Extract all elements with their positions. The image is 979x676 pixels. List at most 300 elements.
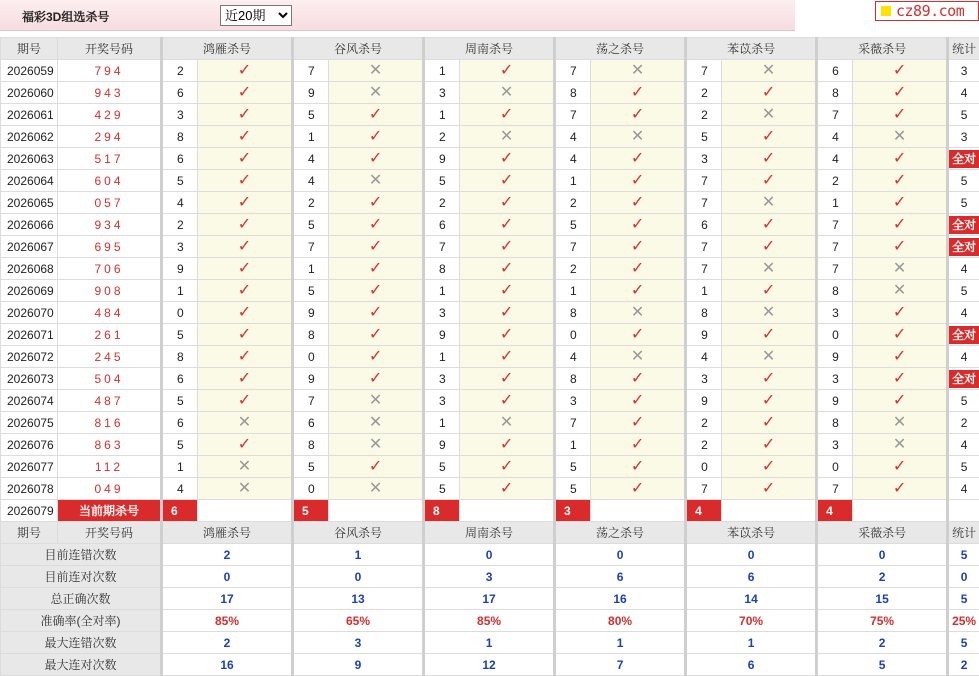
period-cell: 2026071 — [1, 324, 58, 346]
kill-number-cell: 8 — [686, 302, 722, 324]
kill-result-cell — [198, 214, 293, 236]
kill-number-cell: 7 — [686, 192, 722, 214]
kill-number-cell: 1 — [424, 60, 460, 82]
check-icon: ✓ — [893, 84, 906, 101]
kill-result-cell — [460, 148, 555, 170]
kill-number-cell: 5 — [686, 126, 722, 148]
kill-number-cell: 3 — [162, 104, 198, 126]
period-cell: 2026064 — [1, 170, 58, 192]
count-cell — [948, 412, 979, 434]
kill-number-cell: 1 — [424, 346, 460, 368]
stats-value: 75% — [817, 610, 948, 632]
kill-result-cell — [591, 324, 686, 346]
kill-number-cell: 8 — [293, 434, 329, 456]
header-count: 统计 — [948, 38, 979, 60]
check-icon: ✓ — [762, 480, 775, 497]
period-cell: 2026066 — [1, 214, 58, 236]
stats-value: 6 — [686, 566, 817, 588]
kill-result-cell — [460, 170, 555, 192]
count-value: 4 — [961, 86, 968, 100]
count-value: 4 — [961, 262, 968, 276]
kill-number-cell: 5 — [162, 390, 198, 412]
check-icon: ✓ — [631, 436, 644, 453]
kill-number-cell: 0 — [686, 456, 722, 478]
kill-result-cell — [329, 368, 424, 390]
kill-number-cell: 4 — [293, 148, 329, 170]
kill-result-cell — [329, 236, 424, 258]
kill-result-cell — [198, 170, 293, 192]
count-value: 5 — [961, 394, 968, 408]
stats-total: 25% — [948, 610, 979, 632]
stats-value: 2 — [162, 544, 293, 566]
page-title: 福彩3D组选杀号 — [22, 8, 109, 25]
check-icon: ✓ — [369, 304, 382, 321]
stats-value: 17 — [424, 588, 555, 610]
check-icon: ✓ — [369, 194, 382, 211]
stats-row — [1, 544, 979, 566]
kill-number-cell: 2 — [293, 192, 329, 214]
kill-result-cell — [591, 82, 686, 104]
kill-result-cell — [722, 456, 817, 478]
kill-result-cell — [460, 478, 555, 500]
check-icon: ✓ — [631, 480, 644, 497]
stats-value: 2 — [162, 632, 293, 654]
kill-number-cell: 5 — [162, 170, 198, 192]
kill-result-cell — [591, 346, 686, 368]
kill-number-cell: 2 — [686, 104, 722, 126]
kill-number-cell: 2 — [686, 82, 722, 104]
all-correct-badge: 全对 — [949, 370, 979, 388]
period-cell: 2026059 — [1, 60, 58, 82]
kill-result-cell — [591, 214, 686, 236]
all-correct-badge: 全对 — [949, 238, 979, 256]
draw-number-cell: 706 — [58, 258, 162, 280]
kill-result-cell — [329, 170, 424, 192]
stats-value: 17 — [162, 588, 293, 610]
kill-number-cell: 4 — [817, 126, 853, 148]
kill-number-cell: 7 — [293, 236, 329, 258]
count-cell — [948, 192, 979, 214]
kill-result-cell — [198, 302, 293, 324]
count-cell — [948, 434, 979, 456]
current-kill-number: 8 — [424, 500, 460, 522]
check-icon: ✓ — [893, 348, 906, 365]
kill-number-cell: 2 — [162, 60, 198, 82]
kill-result-cell — [329, 478, 424, 500]
kill-result-cell — [853, 412, 948, 434]
stats-value: 13 — [293, 588, 424, 610]
check-icon: ✓ — [500, 436, 513, 453]
check-icon: ✓ — [238, 128, 251, 145]
kill-result-cell — [198, 368, 293, 390]
cross-icon: ✕ — [762, 62, 775, 79]
check-icon: ✓ — [238, 304, 251, 321]
check-icon: ✓ — [893, 150, 906, 167]
check-icon: ✓ — [500, 370, 513, 387]
stats-value: 85% — [424, 610, 555, 632]
current-kill-number: 6 — [162, 500, 198, 522]
period-cell: 2026072 — [1, 346, 58, 368]
check-icon: ✓ — [369, 216, 382, 233]
kill-result-cell — [329, 126, 424, 148]
period-cell: 2026070 — [1, 302, 58, 324]
kill-number-cell: 7 — [686, 236, 722, 258]
cross-icon: ✕ — [893, 282, 906, 299]
kill-number-cell: 1 — [555, 170, 591, 192]
check-icon: ✓ — [500, 304, 513, 321]
kill-result-cell — [591, 236, 686, 258]
draw-number-cell: 794 — [58, 60, 162, 82]
kill-number-cell: 0 — [162, 302, 198, 324]
table-row — [1, 346, 979, 368]
period-range-select[interactable] — [220, 5, 292, 26]
check-icon: ✓ — [238, 172, 251, 189]
kill-result-cell — [591, 126, 686, 148]
stats-label: 最大连对次数 — [1, 654, 162, 676]
kill-number-cell: 8 — [817, 82, 853, 104]
check-icon: ✓ — [369, 128, 382, 145]
stats-value: 85% — [162, 610, 293, 632]
kill-result-cell — [198, 434, 293, 456]
period-cell: 2026076 — [1, 434, 58, 456]
stats-value: 15 — [817, 588, 948, 610]
draw-number-cell: 908 — [58, 280, 162, 302]
kill-number-table — [0, 37, 979, 676]
kill-result-cell — [853, 390, 948, 412]
check-icon: ✓ — [369, 238, 382, 255]
draw-number-cell: 294 — [58, 126, 162, 148]
check-icon: ✓ — [631, 106, 644, 123]
kill-number-cell: 4 — [555, 346, 591, 368]
kill-result-cell — [329, 104, 424, 126]
check-icon: ✓ — [238, 326, 251, 343]
kill-number-cell: 6 — [424, 214, 460, 236]
kill-result-cell — [460, 192, 555, 214]
cross-icon: ✕ — [369, 84, 382, 101]
kill-result-cell — [460, 346, 555, 368]
table-row — [1, 236, 979, 258]
kill-number-cell: 0 — [817, 456, 853, 478]
check-icon: ✓ — [500, 348, 513, 365]
check-icon: ✓ — [893, 458, 906, 475]
kill-result-cell — [460, 236, 555, 258]
kill-number-cell: 4 — [162, 192, 198, 214]
kill-number-cell: 9 — [162, 258, 198, 280]
table-row — [1, 368, 979, 390]
kill-result-cell — [591, 412, 686, 434]
current-kill-empty — [853, 500, 948, 522]
kill-number-cell: 1 — [293, 258, 329, 280]
draw-number-cell: 057 — [58, 192, 162, 214]
kill-number-cell: 5 — [555, 214, 591, 236]
table-row — [1, 412, 979, 434]
kill-number-cell: 2 — [817, 170, 853, 192]
count-cell — [948, 280, 979, 302]
kill-number-cell: 5 — [424, 170, 460, 192]
kill-number-cell: 1 — [686, 280, 722, 302]
kill-result-cell — [853, 192, 948, 214]
kill-number-cell: 1 — [424, 104, 460, 126]
check-icon: ✓ — [238, 370, 251, 387]
draw-number-cell: 816 — [58, 412, 162, 434]
current-kill-empty — [198, 500, 293, 522]
kill-result-cell — [853, 280, 948, 302]
kill-number-cell: 3 — [817, 368, 853, 390]
kill-result-cell — [591, 192, 686, 214]
cross-icon: ✕ — [238, 480, 251, 497]
kill-number-cell: 9 — [293, 302, 329, 324]
check-icon: ✓ — [369, 458, 382, 475]
stats-value: 80% — [555, 610, 686, 632]
kill-number-cell: 3 — [686, 148, 722, 170]
kill-result-cell — [329, 148, 424, 170]
stats-header-expert: 苯苡杀号 — [686, 522, 817, 544]
stats-label: 目前连对次数 — [1, 566, 162, 588]
period-cell: 2026063 — [1, 148, 58, 170]
check-icon: ✓ — [631, 392, 644, 409]
header-draw: 开奖号码 — [58, 38, 162, 60]
kill-result-cell — [722, 148, 817, 170]
kill-number-cell: 1 — [555, 434, 591, 456]
check-icon: ✓ — [762, 392, 775, 409]
kill-number-cell: 7 — [555, 60, 591, 82]
header-expert: 周南杀号 — [424, 38, 555, 60]
count-value: 5 — [961, 108, 968, 122]
stats-total: 5 — [948, 588, 979, 610]
period-cell: 2026078 — [1, 478, 58, 500]
check-icon: ✓ — [238, 260, 251, 277]
kill-number-cell: 8 — [162, 126, 198, 148]
check-icon: ✓ — [631, 282, 644, 299]
current-period-row — [1, 500, 979, 522]
stats-total: 0 — [948, 566, 979, 588]
count-cell — [948, 302, 979, 324]
table-row — [1, 434, 979, 456]
table-row — [1, 104, 979, 126]
kill-number-cell: 7 — [686, 258, 722, 280]
check-icon: ✓ — [238, 216, 251, 233]
check-icon: ✓ — [893, 326, 906, 343]
check-icon: ✓ — [762, 436, 775, 453]
kill-number-cell: 1 — [162, 280, 198, 302]
current-count-empty — [948, 500, 979, 522]
check-icon: ✓ — [500, 480, 513, 497]
count-cell — [948, 236, 979, 258]
kill-number-cell: 7 — [686, 60, 722, 82]
kill-number-cell: 4 — [555, 148, 591, 170]
check-icon: ✓ — [369, 348, 382, 365]
kill-result-cell — [853, 60, 948, 82]
kill-result-cell — [591, 258, 686, 280]
draw-number-cell: 261 — [58, 324, 162, 346]
kill-number-cell: 7 — [817, 478, 853, 500]
kill-result-cell — [591, 368, 686, 390]
check-icon: ✓ — [762, 216, 775, 233]
kill-number-cell: 1 — [162, 456, 198, 478]
stats-header-expert: 荡之杀号 — [555, 522, 686, 544]
stats-value: 2 — [817, 632, 948, 654]
kill-result-cell — [460, 214, 555, 236]
check-icon: ✓ — [238, 392, 251, 409]
kill-number-cell: 7 — [293, 390, 329, 412]
stats-row — [1, 566, 979, 588]
site-logo[interactable] — [875, 1, 979, 21]
kill-result-cell — [722, 280, 817, 302]
current-kill-number: 5 — [293, 500, 329, 522]
kill-number-cell: 9 — [686, 324, 722, 346]
check-icon: ✓ — [500, 238, 513, 255]
check-icon: ✓ — [500, 458, 513, 475]
check-icon: ✓ — [893, 370, 906, 387]
kill-number-cell: 3 — [424, 302, 460, 324]
kill-number-cell: 6 — [686, 214, 722, 236]
kill-result-cell — [460, 60, 555, 82]
stats-value: 1 — [686, 632, 817, 654]
check-icon: ✓ — [500, 62, 513, 79]
stats-header-expert: 采薇杀号 — [817, 522, 948, 544]
cross-icon: ✕ — [631, 62, 644, 79]
kill-number-cell: 6 — [162, 368, 198, 390]
stats-value: 1 — [555, 632, 686, 654]
kill-result-cell — [198, 390, 293, 412]
period-cell: 2026060 — [1, 82, 58, 104]
kill-result-cell — [198, 148, 293, 170]
kill-result-cell — [722, 368, 817, 390]
period-cell: 2026067 — [1, 236, 58, 258]
kill-number-cell: 0 — [293, 478, 329, 500]
current-kill-number: 4 — [686, 500, 722, 522]
kill-number-cell: 4 — [555, 126, 591, 148]
stats-value: 6 — [555, 566, 686, 588]
header-period: 期号 — [1, 38, 58, 60]
kill-result-cell — [853, 368, 948, 390]
stats-value: 0 — [424, 544, 555, 566]
table-row — [1, 258, 979, 280]
draw-number-cell: 429 — [58, 104, 162, 126]
table-header-row — [1, 38, 979, 60]
count-cell — [948, 126, 979, 148]
kill-result-cell — [722, 236, 817, 258]
count-value: 2 — [961, 416, 968, 430]
stats-value: 65% — [293, 610, 424, 632]
count-value: 5 — [961, 284, 968, 298]
top-bar — [0, 0, 795, 31]
kill-result-cell — [460, 324, 555, 346]
kill-number-cell: 9 — [817, 390, 853, 412]
kill-result-cell — [460, 434, 555, 456]
check-icon: ✓ — [893, 304, 906, 321]
check-icon: ✓ — [500, 216, 513, 233]
kill-number-cell: 8 — [555, 368, 591, 390]
current-kill-number: 3 — [555, 500, 591, 522]
table-row — [1, 214, 979, 236]
stats-value: 7 — [555, 654, 686, 676]
check-icon: ✓ — [893, 62, 906, 79]
kill-result-cell — [853, 126, 948, 148]
kill-result-cell — [329, 456, 424, 478]
count-value: 3 — [961, 64, 968, 78]
check-icon: ✓ — [762, 150, 775, 167]
kill-number-cell: 8 — [817, 412, 853, 434]
kill-result-cell — [853, 104, 948, 126]
check-icon: ✓ — [631, 414, 644, 431]
period-cell: 2026069 — [1, 280, 58, 302]
kill-result-cell — [853, 148, 948, 170]
stats-header-count: 统计 — [948, 522, 979, 544]
all-correct-badge: 全对 — [949, 150, 979, 168]
check-icon: ✓ — [238, 348, 251, 365]
kill-number-cell: 9 — [293, 368, 329, 390]
count-value: 5 — [961, 174, 968, 188]
stats-total: 5 — [948, 632, 979, 654]
kill-number-cell: 2 — [686, 434, 722, 456]
table-row — [1, 478, 979, 500]
stats-value: 6 — [686, 654, 817, 676]
check-icon: ✓ — [500, 106, 513, 123]
stats-header-expert: 周南杀号 — [424, 522, 555, 544]
draw-number-cell: 245 — [58, 346, 162, 368]
period-cell: 2026075 — [1, 412, 58, 434]
kill-result-cell — [198, 104, 293, 126]
kill-result-cell — [329, 214, 424, 236]
kill-number-cell: 5 — [293, 456, 329, 478]
kill-result-cell — [198, 236, 293, 258]
stats-value: 1 — [424, 632, 555, 654]
table-row — [1, 324, 979, 346]
table-row — [1, 192, 979, 214]
draw-number-cell: 943 — [58, 82, 162, 104]
count-cell — [948, 324, 979, 346]
check-icon: ✓ — [500, 282, 513, 299]
kill-result-cell — [591, 390, 686, 412]
stats-value: 5 — [817, 654, 948, 676]
cross-icon: ✕ — [500, 84, 513, 101]
kill-number-cell: 5 — [162, 324, 198, 346]
current-kill-number: 4 — [817, 500, 853, 522]
stats-row — [1, 610, 979, 632]
stats-row — [1, 588, 979, 610]
stats-value: 0 — [686, 544, 817, 566]
kill-result-cell — [853, 324, 948, 346]
header-expert: 谷风杀号 — [293, 38, 424, 60]
check-icon: ✓ — [631, 216, 644, 233]
stats-value: 12 — [424, 654, 555, 676]
stats-value: 0 — [555, 544, 686, 566]
kill-result-cell — [722, 346, 817, 368]
stats-label: 最大连错次数 — [1, 632, 162, 654]
kill-number-cell: 1 — [424, 280, 460, 302]
kill-result-cell — [853, 478, 948, 500]
check-icon: ✓ — [893, 106, 906, 123]
kill-number-cell: 4 — [817, 148, 853, 170]
draw-number-cell: 487 — [58, 390, 162, 412]
kill-result-cell — [460, 456, 555, 478]
table-row — [1, 390, 979, 412]
kill-number-cell: 5 — [162, 434, 198, 456]
kill-number-cell: 1 — [293, 126, 329, 148]
check-icon: ✓ — [500, 326, 513, 343]
kill-result-cell — [198, 412, 293, 434]
table-row — [1, 126, 979, 148]
check-icon: ✓ — [369, 260, 382, 277]
kill-result-cell — [853, 258, 948, 280]
check-icon: ✓ — [893, 238, 906, 255]
kill-result-cell — [460, 126, 555, 148]
kill-number-cell: 5 — [293, 104, 329, 126]
kill-number-cell: 8 — [424, 258, 460, 280]
kill-result-cell — [722, 434, 817, 456]
kill-result-cell — [198, 346, 293, 368]
